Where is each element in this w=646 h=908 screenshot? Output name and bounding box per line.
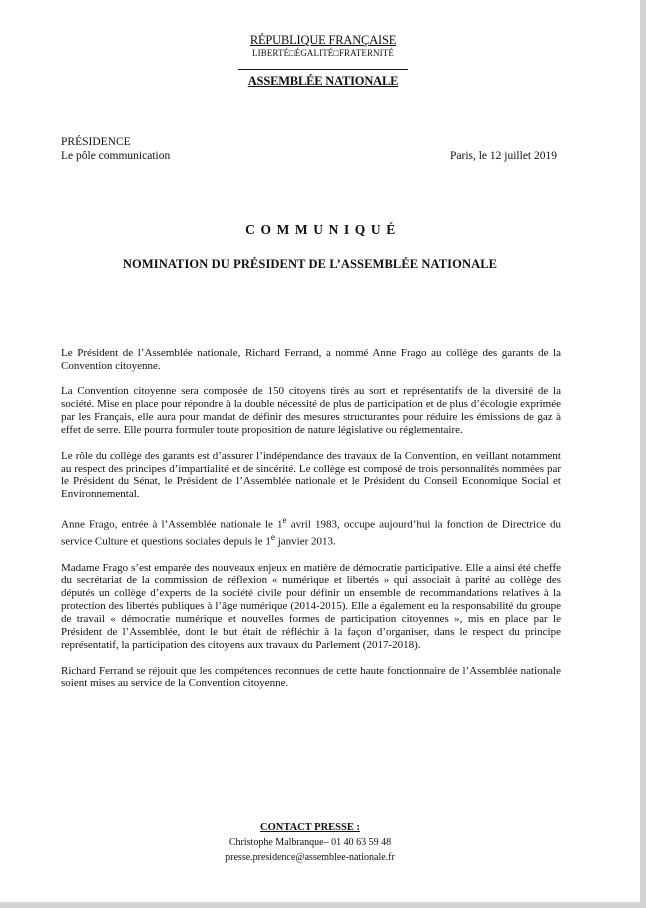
- ordinal-superscript: e: [270, 532, 275, 543]
- body-text: avril 1983, occupe aujourd’hui la fonction de Directrice du service Culture et questions sociales depuis le 1: [61, 518, 561, 549]
- body-paragraph: Le Président de l’Assemblée nationale, Richard Ferrand, a nommé Anne Frago au collège des garants de la Convention citoyenne.: [61, 347, 561, 372]
- body-paragraph: [61, 514, 561, 549]
- body-paragraph: Richard Ferrand se réjouit que les compétences reconnues de cette haute fonctionnaire de l’Assemblée nationale soient mises au service de la Convention citoyenne.: [61, 664, 561, 690]
- issuer-department: Le pôle communication: [61, 150, 171, 162]
- body-paragraph: La Convention citoyenne sera composée de 150 citoyens tirés au sort et représentatifs de la diversité de la société. Mise en place pour répondre à la double nécessité de plus de participation et de plus d’écologie exprimée par les Français, elle aura pour mandat de définir des mesures structurantes pour réduire les émissions de gaz à effet de serre. Elle pourra formuler toute proposition de nature législative ou réglementaire.: [61, 385, 561, 437]
- letterhead-divider: [238, 69, 408, 70]
- letterhead: [0, 33, 646, 88]
- ordinal-superscript: e: [282, 514, 287, 525]
- contact-title: CONTACT PRESSE :: [260, 822, 360, 833]
- contact-person: Christophe Malbranque– 01 40 63 59 48: [228, 837, 392, 848]
- press-contact: [0, 820, 620, 865]
- body-paragraph: Le rôle du collège des garants est d’assurer l’indépendance des travaux de la Convention, en veillant notamment au respect des principes d’impartialité et de sincérité. Le collège est composé de trois personnalités nommées par le Président du Sénat, le Président de l’Assemblée nationale et le Président du Conseil Economique Social et Environnemental.: [61, 449, 561, 501]
- republic-motto: LIBERTÉ□ÉGALITÉ□FRATERNITÉ: [252, 48, 394, 58]
- page-edge-right: [640, 0, 646, 908]
- body-paragraph: Madame Frago s’est emparée des nouveaux enjeux en matière de démocratie participative. Elle a ainsi été cheffe du secrétariat de la commission de réflexion « numérique et libertés » qui associait à parité au collège des députés un collège d’experts de la société civile pour définir un ensemble de recommandations relatives à la protection des libertés publiques à l’âge numérique (2014-2015). Elle a également eu la responsabilité du groupe de travail « démocratie numérique et nouvelles formes de participation citoyennes », mis en place par le Président de l’Assemblée, dont le but était de réfléchir à la façon d’organiser, dans le respect du principe représentatif, la participation des citoyens aux travaux du Parlement (2017-2018).: [61, 561, 561, 651]
- document-title: NOMINATION DU PRÉSIDENT DE L’ASSEMBLÉE NATIONALE: [122, 257, 498, 271]
- issuer-office: PRÉSIDENCE: [61, 136, 131, 148]
- press-release-body: [61, 347, 561, 703]
- republic-title: RÉPUBLIQUE FRANÇAISE: [249, 33, 397, 47]
- assembly-name: ASSEMBLÉE NATIONALE: [247, 74, 399, 88]
- document-type: COMMUNIQUÉ: [245, 222, 401, 237]
- date-line: Paris, le 12 juillet 2019: [449, 150, 557, 162]
- contact-email: presse.presidence@assemblee-nationale.fr: [225, 852, 395, 863]
- body-text: Anne Frago, entrée à l’Assemblée nationale le 1: [61, 518, 283, 531]
- issuer-block: [61, 135, 170, 163]
- body-text: janvier 2013.: [274, 536, 336, 549]
- page-edge-bottom: [0, 902, 646, 908]
